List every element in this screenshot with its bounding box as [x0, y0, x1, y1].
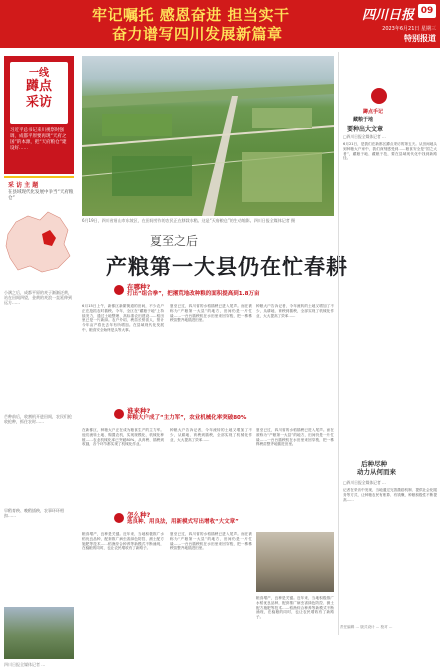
hero-caption: 6月19日，四川省眉山市东坡区，在田间劳作的农民正在移栽水稻。这是“天府粮仓”的生动缩影。四川日报全媒体记者 摄 — [82, 218, 296, 223]
section-3-text-cont: 夏至已过，四川省的水稻插秧已进入尾声。而在被称为“产粮第一大县”的地方，田间仍是一片忙碌……一台台插秧机在水田里来回穿梭，把一株株秧苗整齐地插进田里。 — [170, 532, 252, 551]
divider-line — [4, 176, 74, 178]
badge-line-2: 蹲点 — [25, 79, 52, 94]
section-2-text-cont-2: 夏至已过，四川省的水稻插秧已进入尾声。而在被称为“产粮第一大县”的地方，田间仍是一片忙碌……一台台插秧机在水田里来回穿梭，把一株株秧苗整齐地插进田里。 — [256, 428, 334, 447]
section-2-text-cont: 种粮大户告诉记者，今年流转的土地又增加了不少，从耕地、育秧到插秧，全部实现了机械化作业，大大提高了效率…… — [170, 428, 252, 442]
section-bullet-icon — [114, 285, 124, 295]
section-question-1: 在哪种? — [127, 283, 151, 291]
drone-photo — [256, 532, 334, 592]
section-3-text-tail: 粮食增产，良种是关键。近年来，当地积极推广水稻优良品种，配套推广病虫害绿色防控、测土配方施肥等技术……稻渔综合种养等新模式不断涌现，在稳粮的同时，也让农民增收有了新路子。 — [256, 596, 334, 620]
section-head-2 — [114, 408, 246, 422]
section-head-1 — [114, 284, 259, 298]
right-title-1: 藏粮于地 — [353, 117, 374, 123]
banner-slogan-1: 牢记嘱托 感恩奋进 担当实干 — [92, 6, 290, 24]
section-answer-1: 打出“组合拳”，把撂荒地改种粮的面积提高到1.8万亩 — [127, 291, 260, 297]
badge-line-3: 采访 — [25, 95, 52, 110]
page-number: 09 — [418, 4, 436, 18]
right-heading-2 — [347, 460, 396, 476]
section-question-3: 怎么种? — [127, 511, 151, 519]
footer-credits: 责任编辑 … 版式设计 … 校对 … — [340, 625, 393, 629]
section-bullet-icon — [114, 409, 124, 419]
newspaper-logo: 四川日报 — [361, 8, 414, 23]
right-text-1: 6月21日，是我们在新都区蹲点采访的第五天。从田间地头到种粮大户家中，我们深刻感受到……粮食安全是“国之大者”，藏粮于地、藏粮于技，要在县域现代化中找到新路径。 — [343, 142, 437, 161]
badge-line-1: 一线 — [29, 68, 49, 79]
topic-subtitle: 在县域现代化发展中争当“天府粮仓” — [8, 190, 74, 201]
body-text-1: 夏至已过，四川省的水稻插秧已进入尾声。而在被称为“产粮第一大县”的地方，田间仍是一片忙碌……一台台插秧机在水田里来回穿梭，把一株株秧苗整齐地插进田里。 — [170, 304, 252, 323]
right-heading-2-line-1: 后种尽种 — [361, 460, 387, 468]
notes-badge-label: 蹲点手记 — [363, 109, 384, 115]
section-question-2: 谁来种? — [127, 407, 151, 415]
page-banner — [0, 0, 440, 48]
right-byline-1: □四川日报全媒体记者 … — [343, 134, 386, 139]
section-answer-3: 选良种、用良法，用新模式写出增收“大文章” — [127, 519, 239, 525]
notes-badge-icon — [371, 88, 387, 104]
section-answer-2: 种粮大户成了“主力军”，农业机械化率突破80% — [127, 415, 247, 421]
hero-photo — [82, 56, 334, 216]
section-bullet-icon — [114, 513, 124, 523]
left-column-text-a: 小满之后，成都平原的麦子渐渐泛黄，站在田间四望，金黄的麦浪一直延伸到远方…… — [4, 290, 72, 306]
body-text-2: 种粮大户告诉记者，今年流转的土地又增加了不少，从耕地、育秧到插秧，全部实现了机械化作业，大大提高了效率…… — [256, 304, 334, 318]
section-1-text: 6月15日上午，新都区新繁街道的田间，不少农户正在抢抓农时插秧。今年，全区在“藏粮于地”上持续发力，通过土地整理、高标准农田建设……稻田里已是一片新绿。农户介绍，秧苗长势喜人，预计今年亩产将比去年有所增加。在县域现代化发展中，粮食安全始终是头等大事。 — [82, 304, 164, 332]
left-column — [0, 52, 76, 667]
section-3-text: 粮食增产，良种是关键。近年来，当地积极推广水稻优良品种，配套推广病虫害绿色防控、测土配方施肥等技术……稻渔综合种养等新模式不断涌现，在稳粮的同时，也让农民增收有了新路子。 — [82, 532, 164, 551]
field-aerial-illustration — [82, 56, 334, 216]
banner-slogan-2: 奋力谱写四川发展新篇章 — [112, 25, 283, 43]
dateline: 2023年6月21日 星期三 — [382, 26, 436, 32]
left-column-text-b: 芒种前后，收割机开进田间，农民们抢收抢种，抓住农时…… — [4, 414, 72, 425]
sichuan-map — [2, 204, 74, 280]
series-badge — [4, 56, 74, 174]
series-badge-title — [10, 62, 68, 124]
right-text-2: 记者在采访中发现，当地通过完善激励机制、提供社会化服务等方式，让种粮农民有账算、有钱赚，种粮积极性不断提高…… — [343, 488, 437, 502]
topic-label: 采 访 主 题 — [8, 182, 39, 189]
section-2-text: 在新都区，种粮大户正在成为粮食生产的主力军。他们流转土地、购置农机，实现规模化、机械化种植……农业机械化率已突破80%，从育秧、插秧到收割，各个环节都实现了机械化作业。 — [82, 428, 164, 447]
main-headline: 产粮第一大县仍在忙春耕 — [106, 254, 348, 279]
right-byline-2: □四川日报全媒体记者 … — [343, 480, 386, 485]
headline-kicker: 夏至之后 — [150, 234, 199, 248]
right-heading-2-line-2: 动力从何而来 — [357, 468, 396, 476]
right-column — [338, 52, 440, 635]
section-head-3 — [114, 512, 239, 526]
left-column-text-c: 早稻育秧、晚稻插秧，农事环环相扣…… — [4, 508, 64, 519]
farm-photo-small — [4, 607, 74, 659]
left-byline: 四川日报全媒体记者 … — [4, 662, 46, 667]
right-title-2: 要种出大文章 — [347, 126, 384, 133]
edition-label: 特别报道 — [404, 34, 436, 43]
badge-description: 习近平总书记来川视察时强调，成都平原要再现“天府之国”的本源，把“天府粮仓”建设好…… — [10, 128, 67, 151]
